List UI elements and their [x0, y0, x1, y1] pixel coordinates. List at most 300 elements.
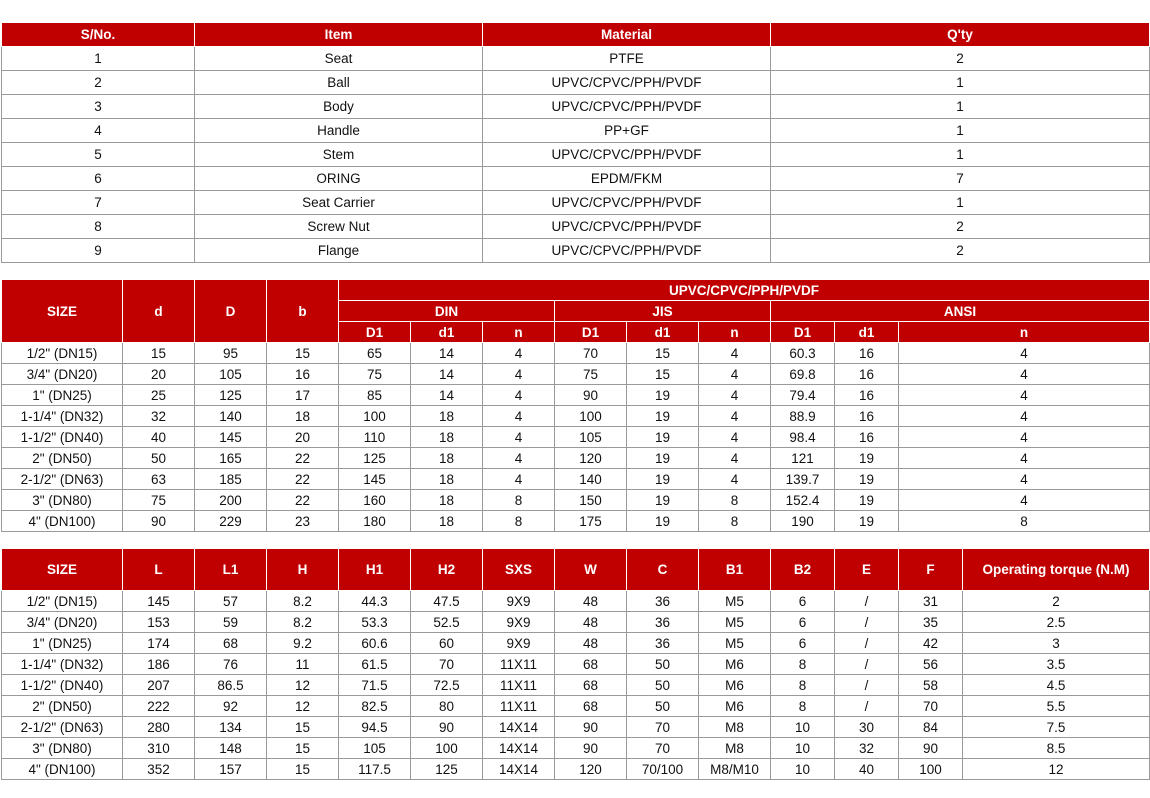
dimensions-cell: 57	[195, 591, 267, 612]
dimensions-cell: 80	[411, 696, 483, 717]
dimensions-cell: 310	[123, 738, 195, 759]
dimensions-cell: 92	[195, 696, 267, 717]
table-row	[2, 511, 1150, 532]
dimensions-header-cell: F	[899, 549, 963, 591]
table-row	[2, 633, 1150, 654]
flange-cell: 75	[555, 364, 627, 385]
flange-cell: 1-1/4" (DN32)	[2, 406, 123, 427]
dimensions-cell: 90	[411, 717, 483, 738]
flange-sub-din-D1: D1	[339, 322, 411, 343]
dimensions-cell: 72.5	[411, 675, 483, 696]
dimensions-cell: 117.5	[339, 759, 411, 780]
parts-header-sno: S/No.	[2, 23, 195, 47]
dimensions-cell: 1" (DN25)	[2, 633, 123, 654]
parts-cell-sno: 9	[2, 239, 195, 263]
parts-cell-sno: 7	[2, 191, 195, 215]
dimensions-cell: M6	[699, 654, 771, 675]
flange-cell: 19	[835, 448, 899, 469]
flange-cell: 2" (DN50)	[2, 448, 123, 469]
table-row	[2, 385, 1150, 406]
dimensions-cell: 222	[123, 696, 195, 717]
table-row	[2, 364, 1150, 385]
dimensions-cell: M6	[699, 696, 771, 717]
dimensions-header-cell: B1	[699, 549, 771, 591]
table-row	[2, 490, 1150, 511]
parts-cell-material: UPVC/CPVC/PPH/PVDF	[483, 191, 771, 215]
flange-cell: 75	[123, 490, 195, 511]
dimensions-cell: 2	[963, 591, 1150, 612]
parts-cell-item: Flange	[195, 239, 483, 263]
flange-cell: 125	[339, 448, 411, 469]
flange-cell: 4	[483, 469, 555, 490]
flange-cell: 4	[899, 364, 1150, 385]
flange-header-row-1	[2, 280, 1150, 301]
flange-cell: 19	[835, 469, 899, 490]
dimensions-cell: 53.3	[339, 612, 411, 633]
dimensions-cell: 60.6	[339, 633, 411, 654]
dimensions-header-cell: SXS	[483, 549, 555, 591]
dimensions-cell: 90	[555, 717, 627, 738]
flange-table	[1, 279, 1150, 532]
dimensions-header-cell: L1	[195, 549, 267, 591]
dimensions-cell: 68	[195, 633, 267, 654]
flange-cell: 8	[699, 490, 771, 511]
dimensions-cell: 125	[411, 759, 483, 780]
parts-cell-qty: 1	[771, 143, 1150, 167]
flange-cell: 175	[555, 511, 627, 532]
dimensions-cell: 148	[195, 738, 267, 759]
dimensions-cell: 10	[771, 717, 835, 738]
dimensions-cell: 11X11	[483, 696, 555, 717]
dimensions-cell: 9X9	[483, 633, 555, 654]
flange-cell: 4	[899, 343, 1150, 364]
flange-sub-ansi-D1: D1	[771, 322, 835, 343]
dimensions-cell: 50	[627, 654, 699, 675]
parts-cell-item: Body	[195, 95, 483, 119]
dimensions-cell: 11	[267, 654, 339, 675]
flange-cell: 22	[267, 448, 339, 469]
flange-cell: 14	[411, 385, 483, 406]
dimensions-cell: 1/2" (DN15)	[2, 591, 123, 612]
dimensions-cell: 70	[411, 654, 483, 675]
dimensions-cell: 145	[123, 591, 195, 612]
parts-cell-item: ORING	[195, 167, 483, 191]
flange-cell: 150	[555, 490, 627, 511]
dimensions-cell: 4.5	[963, 675, 1150, 696]
parts-cell-material: UPVC/CPVC/PPH/PVDF	[483, 215, 771, 239]
dimensions-cell: 5.5	[963, 696, 1150, 717]
dimensions-cell: 82.5	[339, 696, 411, 717]
dimensions-cell: 30	[835, 717, 899, 738]
flange-cell: 60.3	[771, 343, 835, 364]
flange-header-d: d	[123, 280, 195, 343]
dimensions-cell: 174	[123, 633, 195, 654]
flange-cell: 95	[195, 343, 267, 364]
dimensions-header-cell: W	[555, 549, 627, 591]
flange-cell: 185	[195, 469, 267, 490]
dimensions-cell: 71.5	[339, 675, 411, 696]
dimensions-cell: 11X11	[483, 654, 555, 675]
table-row	[2, 119, 1150, 143]
dimensions-table	[1, 548, 1150, 780]
flange-cell: 100	[339, 406, 411, 427]
dimensions-cell: 50	[627, 675, 699, 696]
dimensions-cell: 4" (DN100)	[2, 759, 123, 780]
dimensions-cell: 2-1/2" (DN63)	[2, 717, 123, 738]
flange-cell: 4	[899, 490, 1150, 511]
dimensions-cell: 32	[835, 738, 899, 759]
flange-header-din: DIN	[339, 301, 555, 322]
table-row	[2, 343, 1150, 364]
dimensions-cell: 15	[267, 738, 339, 759]
flange-cell: 4	[483, 364, 555, 385]
dimensions-cell: 10	[771, 738, 835, 759]
flange-sub-ansi-n: n	[899, 322, 1150, 343]
dimensions-cell: 50	[627, 696, 699, 717]
parts-cell-qty: 2	[771, 215, 1150, 239]
flange-cell: 75	[339, 364, 411, 385]
dimensions-cell: 36	[627, 633, 699, 654]
dimensions-cell: 280	[123, 717, 195, 738]
flange-cell: 70	[555, 343, 627, 364]
dimensions-cell: 352	[123, 759, 195, 780]
dimensions-header-cell: C	[627, 549, 699, 591]
parts-cell-material: UPVC/CPVC/PPH/PVDF	[483, 239, 771, 263]
dimensions-cell: M8	[699, 717, 771, 738]
flange-cell: 85	[339, 385, 411, 406]
dimensions-cell: 35	[899, 612, 963, 633]
flange-cell: 18	[411, 469, 483, 490]
flange-cell: 190	[771, 511, 835, 532]
parts-cell-sno: 3	[2, 95, 195, 119]
flange-sub-din-n: n	[483, 322, 555, 343]
table-row	[2, 47, 1150, 71]
flange-cell: 3" (DN80)	[2, 490, 123, 511]
parts-cell-material: EPDM/FKM	[483, 167, 771, 191]
flange-cell: 180	[339, 511, 411, 532]
dimensions-cell: 60	[411, 633, 483, 654]
dimensions-cell: 8.5	[963, 738, 1150, 759]
flange-cell: 4	[483, 343, 555, 364]
dimensions-cell: 12	[963, 759, 1150, 780]
flange-cell: 16	[835, 364, 899, 385]
flange-cell: 4	[483, 448, 555, 469]
flange-cell: 105	[195, 364, 267, 385]
parts-cell-sno: 4	[2, 119, 195, 143]
dimensions-cell: 3.5	[963, 654, 1150, 675]
flange-cell: 1-1/2" (DN40)	[2, 427, 123, 448]
flange-cell: 16	[267, 364, 339, 385]
flange-cell: 4	[699, 427, 771, 448]
dimensions-cell: /	[835, 654, 899, 675]
flange-cell: 4	[699, 364, 771, 385]
dimensions-cell: 9X9	[483, 591, 555, 612]
flange-cell: 4	[483, 385, 555, 406]
dimensions-cell: 61.5	[339, 654, 411, 675]
flange-cell: 4	[899, 427, 1150, 448]
dimensions-header-cell: SIZE	[2, 549, 123, 591]
table-row	[2, 591, 1150, 612]
flange-cell: 15	[123, 343, 195, 364]
table-row	[2, 71, 1150, 95]
flange-cell: 152.4	[771, 490, 835, 511]
flange-cell: 4	[699, 385, 771, 406]
parts-cell-sno: 6	[2, 167, 195, 191]
parts-cell-qty: 1	[771, 191, 1150, 215]
dimensions-cell: 1-1/4" (DN32)	[2, 654, 123, 675]
flange-sub-ansi-d1: d1	[835, 322, 899, 343]
flange-cell: 18	[411, 406, 483, 427]
parts-header-row	[2, 23, 1150, 47]
dimensions-cell: 153	[123, 612, 195, 633]
flange-cell: 18	[267, 406, 339, 427]
flange-cell: 98.4	[771, 427, 835, 448]
flange-cell: 50	[123, 448, 195, 469]
table-row	[2, 717, 1150, 738]
flange-cell: 105	[555, 427, 627, 448]
dimensions-cell: 6	[771, 612, 835, 633]
flange-cell: 8	[699, 511, 771, 532]
dimensions-cell: 8.2	[267, 612, 339, 633]
flange-header-size: SIZE	[2, 280, 123, 343]
table-row	[2, 696, 1150, 717]
flange-cell: 4	[899, 448, 1150, 469]
flange-cell: 19	[627, 406, 699, 427]
flange-cell: 200	[195, 490, 267, 511]
parts-cell-qty: 1	[771, 71, 1150, 95]
parts-cell-sno: 2	[2, 71, 195, 95]
dimensions-cell: 36	[627, 591, 699, 612]
dimensions-cell: /	[835, 675, 899, 696]
table-row	[2, 469, 1150, 490]
flange-cell: 100	[555, 406, 627, 427]
parts-cell-material: PP+GF	[483, 119, 771, 143]
flange-cell: 20	[267, 427, 339, 448]
dimensions-cell: 10	[771, 759, 835, 780]
dimensions-cell: 8	[771, 675, 835, 696]
flange-header-jis: JIS	[555, 301, 771, 322]
flange-cell: 22	[267, 469, 339, 490]
flange-cell: 8	[483, 490, 555, 511]
flange-cell: 14	[411, 343, 483, 364]
dimensions-cell: M5	[699, 633, 771, 654]
parts-cell-sno: 1	[2, 47, 195, 71]
flange-cell: 90	[123, 511, 195, 532]
parts-cell-material: UPVC/CPVC/PPH/PVDF	[483, 143, 771, 167]
dimensions-cell: 14X14	[483, 759, 555, 780]
flange-cell: 4	[899, 406, 1150, 427]
table-row	[2, 167, 1150, 191]
dimensions-cell: 48	[555, 591, 627, 612]
flange-cell: 19	[627, 511, 699, 532]
parts-cell-material: UPVC/CPVC/PPH/PVDF	[483, 95, 771, 119]
flange-cell: 8	[483, 511, 555, 532]
table-row	[2, 406, 1150, 427]
flange-cell: 15	[627, 364, 699, 385]
parts-cell-sno: 8	[2, 215, 195, 239]
dimensions-cell: 48	[555, 612, 627, 633]
dimensions-cell: /	[835, 612, 899, 633]
flange-cell: 4	[483, 427, 555, 448]
dimensions-cell: 207	[123, 675, 195, 696]
dimensions-cell: 68	[555, 696, 627, 717]
flange-cell: 229	[195, 511, 267, 532]
flange-cell: 19	[627, 448, 699, 469]
dimensions-header-row	[2, 549, 1150, 591]
flange-cell: 4	[483, 406, 555, 427]
dimensions-cell: 8	[771, 654, 835, 675]
flange-cell: 1" (DN25)	[2, 385, 123, 406]
flange-cell: 23	[267, 511, 339, 532]
dimensions-cell: 14X14	[483, 717, 555, 738]
parts-cell-item: Stem	[195, 143, 483, 167]
flange-header-D: D	[195, 280, 267, 343]
dimensions-cell: 186	[123, 654, 195, 675]
dimensions-cell: 31	[899, 591, 963, 612]
flange-cell: 125	[195, 385, 267, 406]
dimensions-cell: 44.3	[339, 591, 411, 612]
flange-cell: 4	[699, 343, 771, 364]
dimensions-header-cell: L	[123, 549, 195, 591]
dimensions-cell: 56	[899, 654, 963, 675]
flange-cell: 40	[123, 427, 195, 448]
dimensions-header-cell: H	[267, 549, 339, 591]
flange-cell: 19	[627, 385, 699, 406]
dimensions-cell: 90	[899, 738, 963, 759]
table-row	[2, 95, 1150, 119]
dimensions-cell: 8	[771, 696, 835, 717]
parts-cell-material: UPVC/CPVC/PPH/PVDF	[483, 71, 771, 95]
dimensions-cell: M8	[699, 738, 771, 759]
dimensions-cell: M8/M10	[699, 759, 771, 780]
table-row	[2, 143, 1150, 167]
flange-cell: 1/2" (DN15)	[2, 343, 123, 364]
dimensions-cell: 12	[267, 675, 339, 696]
flange-cell: 19	[835, 490, 899, 511]
dimensions-cell: 6	[771, 633, 835, 654]
flange-cell: 4	[699, 406, 771, 427]
parts-cell-item: Seat	[195, 47, 483, 71]
dimensions-cell: 3" (DN80)	[2, 738, 123, 759]
parts-cell-item: Screw Nut	[195, 215, 483, 239]
dimensions-header-cell: E	[835, 549, 899, 591]
dimensions-cell: 70	[899, 696, 963, 717]
flange-cell: 18	[411, 427, 483, 448]
flange-cell: 165	[195, 448, 267, 469]
flange-cell: 4	[899, 469, 1150, 490]
table-row	[2, 738, 1150, 759]
dimensions-cell: M5	[699, 612, 771, 633]
dimensions-cell: 68	[555, 675, 627, 696]
flange-cell: 63	[123, 469, 195, 490]
dimensions-cell: 40	[835, 759, 899, 780]
dimensions-cell: 52.5	[411, 612, 483, 633]
table-row	[2, 759, 1150, 780]
flange-cell: 19	[627, 469, 699, 490]
dimensions-cell: 36	[627, 612, 699, 633]
flange-cell: 18	[411, 490, 483, 511]
dimensions-cell: 2.5	[963, 612, 1150, 633]
dimensions-cell: 7.5	[963, 717, 1150, 738]
flange-cell: 18	[411, 448, 483, 469]
dimensions-cell: 6	[771, 591, 835, 612]
dimensions-cell: 58	[899, 675, 963, 696]
flange-cell: 140	[195, 406, 267, 427]
flange-cell: 20	[123, 364, 195, 385]
dimensions-cell: M6	[699, 675, 771, 696]
dimensions-cell: 15	[267, 717, 339, 738]
flange-cell: 18	[411, 511, 483, 532]
table-row	[2, 215, 1150, 239]
dimensions-cell: 1-1/2" (DN40)	[2, 675, 123, 696]
table-row	[2, 427, 1150, 448]
table-row	[2, 191, 1150, 215]
dimensions-cell: 94.5	[339, 717, 411, 738]
dimensions-cell: 90	[555, 738, 627, 759]
flange-cell: 160	[339, 490, 411, 511]
flange-cell: 15	[267, 343, 339, 364]
flange-cell: 145	[339, 469, 411, 490]
flange-cell: 4	[699, 469, 771, 490]
dimensions-cell: 48	[555, 633, 627, 654]
flange-cell: 4" (DN100)	[2, 511, 123, 532]
table-row	[2, 239, 1150, 263]
table-row	[2, 612, 1150, 633]
dimensions-cell: /	[835, 633, 899, 654]
table-row	[2, 448, 1150, 469]
parts-cell-qty: 1	[771, 95, 1150, 119]
dimensions-cell: 59	[195, 612, 267, 633]
flange-cell: 3/4" (DN20)	[2, 364, 123, 385]
flange-cell: 140	[555, 469, 627, 490]
flange-cell: 139.7	[771, 469, 835, 490]
dimensions-cell: 105	[339, 738, 411, 759]
flange-cell: 16	[835, 343, 899, 364]
dimensions-cell: 8.2	[267, 591, 339, 612]
dimensions-cell: 12	[267, 696, 339, 717]
dimensions-header-cell: Operating torque (N.M)	[963, 549, 1150, 591]
parts-cell-qty: 2	[771, 47, 1150, 71]
dimensions-cell: 14X14	[483, 738, 555, 759]
flange-sub-din-d1: d1	[411, 322, 483, 343]
dimensions-cell: M5	[699, 591, 771, 612]
dimensions-cell: 134	[195, 717, 267, 738]
flange-sub-jis-d1: d1	[627, 322, 699, 343]
dimensions-cell: 3	[963, 633, 1150, 654]
flange-cell: 19	[627, 427, 699, 448]
dimensions-cell: /	[835, 696, 899, 717]
flange-cell: 19	[627, 490, 699, 511]
parts-cell-item: Handle	[195, 119, 483, 143]
parts-cell-qty: 7	[771, 167, 1150, 191]
dimensions-cell: 11X11	[483, 675, 555, 696]
dimensions-cell: /	[835, 591, 899, 612]
parts-header-qty: Q'ty	[771, 23, 1150, 47]
flange-cell: 88.9	[771, 406, 835, 427]
dimensions-cell: 70	[627, 717, 699, 738]
flange-cell: 14	[411, 364, 483, 385]
flange-cell: 79.4	[771, 385, 835, 406]
dimensions-header-cell: B2	[771, 549, 835, 591]
flange-cell: 25	[123, 385, 195, 406]
parts-cell-item: Ball	[195, 71, 483, 95]
flange-cell: 16	[835, 385, 899, 406]
flange-cell: 16	[835, 406, 899, 427]
dimensions-cell: 47.5	[411, 591, 483, 612]
flange-cell: 121	[771, 448, 835, 469]
dimensions-cell: 9.2	[267, 633, 339, 654]
dimensions-cell: 9X9	[483, 612, 555, 633]
